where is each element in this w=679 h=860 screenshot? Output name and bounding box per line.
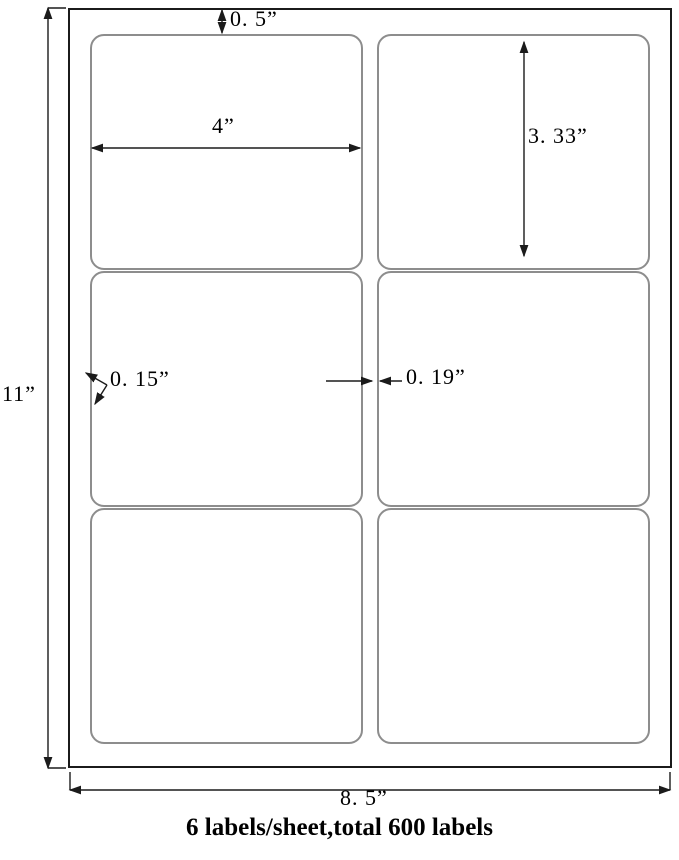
label-width-label: 4”: [212, 113, 235, 138]
diagram-caption: 6 labels/sheet,total 600 labels: [186, 814, 493, 841]
corner-radius-label: 0. 15”: [110, 366, 170, 391]
sheet-width-label: 8. 5”: [340, 785, 388, 810]
label-r3c2: [377, 508, 650, 744]
label-r3c1: [90, 508, 363, 744]
label-height-label: 3. 33”: [528, 123, 588, 148]
label-gap-label: 0. 19”: [406, 364, 466, 389]
sheet-height-label: 11”: [2, 381, 36, 406]
label-r1c1: [90, 34, 363, 270]
label-r1c2: [377, 34, 650, 270]
top-margin-label: 0. 5”: [230, 6, 278, 31]
